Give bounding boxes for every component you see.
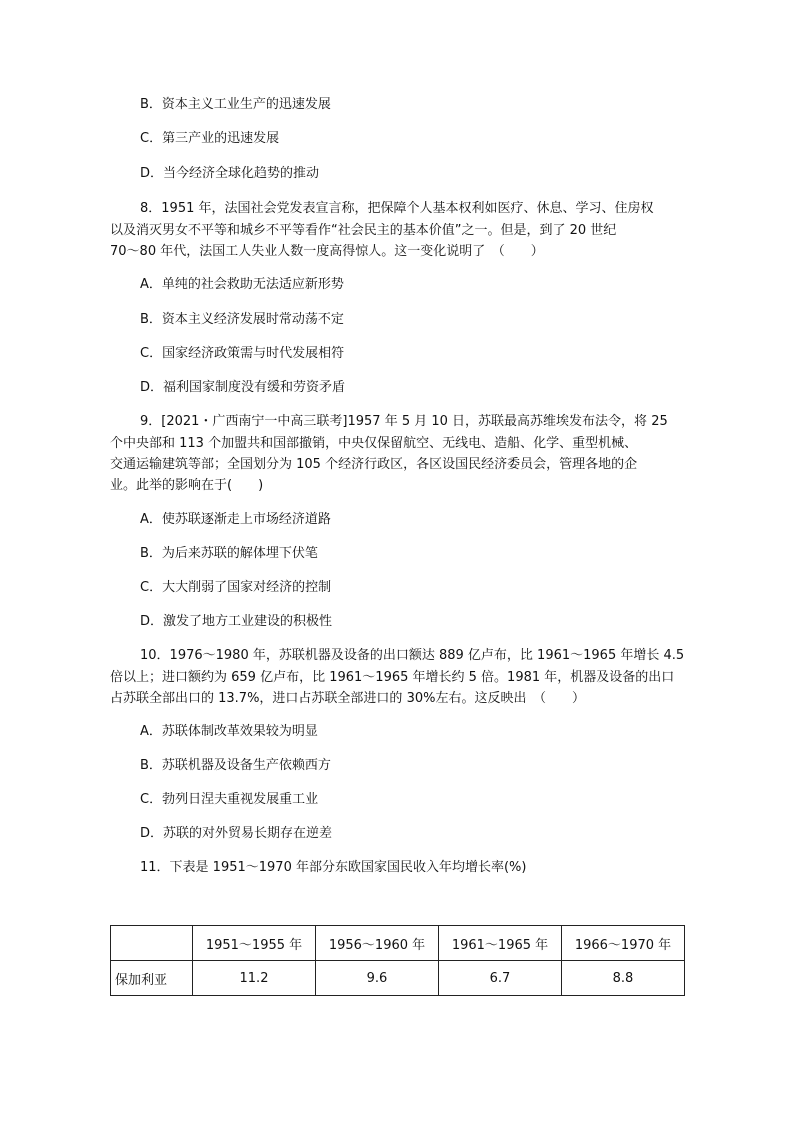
table-header-cell: 1961～1965 年 (439, 926, 562, 961)
q8-option-c: C．国家经济政策需与时代发展相符 (140, 346, 345, 361)
q10-option-b: B．苏联机器及设备生产依赖西方 (140, 758, 331, 773)
table-header-corner (111, 926, 193, 961)
table-header-cell: 1956～1960 年 (316, 926, 439, 961)
table-cell: 6.7 (439, 961, 562, 996)
table-header-row (111, 926, 685, 961)
q9-option-d: D．激发了地方工业建设的积极性 (140, 614, 333, 629)
q8-option-d: D．福利国家制度没有缓和劳资矛盾 (140, 380, 346, 395)
q9-stem-line-1: 9．[2021・广西南宁一中高三联考]1957 年 5 月 10 日，苏联最高苏维埃发布法令，将 25 (140, 414, 668, 429)
table-cell: 9.6 (316, 961, 439, 996)
q7-option-c: C．第三产业的迅速发展 (140, 131, 280, 146)
income-growth-table (110, 925, 685, 996)
q9-option-a: A．使苏联逐渐走上市场经济道路 (140, 512, 331, 527)
q9-stem-line-2: 个中央部和 113 个加盟共和国部撤销，中央仅保留航空、无线电、造船、化学、重型机械、 (110, 436, 638, 451)
q8-option-a: A．单纯的社会救助无法适应新形势 (140, 277, 344, 292)
q10-option-a: A．苏联体制改革效果较为明显 (140, 724, 318, 739)
q11-stem: 11．下表是 1951～1970 年部分东欧国家国民收入年均增长率(%) (140, 860, 527, 875)
q9-stem-line-3: 交通运输建筑等部；全国划分为 105 个经济行政区，各区设国民经济委员会，管理各地的企 (110, 457, 638, 472)
q8-stem-line-2: 以及消灭男女不平等和城乡不平等看作“社会民主的基本价值”之一。但是，到了 20 世纪 (110, 223, 617, 238)
table-header-cell: 1951～1955 年 (193, 926, 316, 961)
q9-option-b: B．为后来苏联的解体埋下伏笔 (140, 546, 318, 561)
q10-option-d: D．苏联的对外贸易长期存在逆差 (140, 826, 333, 841)
table-cell: 11.2 (193, 961, 316, 996)
q10-stem-line-1: 10．1976～1980 年，苏联机器及设备的出口额达 889 亿卢布，比 1961～1965 年增长 4.5 (140, 648, 685, 663)
q8-option-b: B．资本主义经济发展时常动荡不定 (140, 312, 344, 327)
table-cell: 8.8 (562, 961, 685, 996)
q8-stem-line-1: 8．1951 年，法国社会党发表宣言称，把保障个人基本权利如医疗、休息、学习、住房权 (140, 201, 654, 216)
q10-stem-line-3: 占苏联全部出口的 13.7%，进口占苏联全部进口的 30%左右。这反映出 （ ） (110, 691, 585, 706)
q9-stem-line-4: 业。此举的影响在于( ) (110, 478, 264, 493)
table-row-label: 保加利亚 (111, 961, 193, 996)
q7-option-b: B．资本主义工业生产的迅速发展 (140, 97, 331, 112)
table-row (111, 961, 685, 996)
q7-option-d: D．当今经济全球化趋势的推动 (140, 166, 320, 181)
q9-option-c: C．大大削弱了国家对经济的控制 (140, 580, 332, 595)
q10-option-c: C．勃列日涅夫重视发展重工业 (140, 792, 319, 807)
q10-stem-line-2: 倍以上；进口额约为 659 亿卢布，比 1961～1965 年增长约 5 倍。1981 年，机器及设备的出口 (110, 670, 675, 685)
q8-stem-line-3: 70～80 年代，法国工人失业人数一度高得惊人。这一变化说明了 （ ） (110, 244, 544, 259)
table-header-cell: 1966～1970 年 (562, 926, 685, 961)
